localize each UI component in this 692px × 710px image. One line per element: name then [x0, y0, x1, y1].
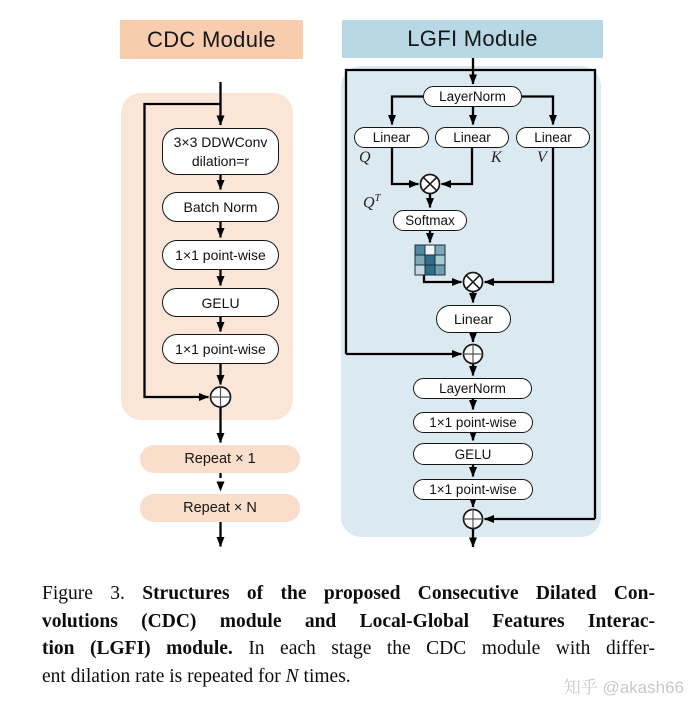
- lgfi-add1-operator: [464, 345, 483, 364]
- cdc-module-title: CDC Module: [147, 26, 276, 52]
- label-q-transpose: [363, 193, 380, 212]
- lgfi-linear-out-box: Linear: [436, 305, 511, 333]
- lgfi-arrow-ln-linearq: [392, 97, 423, 125]
- lgfi-layernorm-mid-box: LayerNorm: [413, 378, 532, 399]
- lgfi-arrow-matrix-matmul2: [424, 275, 462, 282]
- lgfi-add2-operator: [464, 510, 483, 529]
- label-q: Q: [359, 149, 371, 166]
- cdc-batchnorm-box: Batch Norm: [162, 192, 279, 222]
- lgfi-linear-k-box: Linear: [435, 127, 509, 148]
- label-qt-base: Q: [363, 194, 375, 212]
- label-v: V: [537, 149, 547, 166]
- lgfi-pointwise1-box: 1×1 point-wise: [413, 412, 533, 433]
- caption-figure-number: Figure 3.: [42, 583, 143, 604]
- caption-bold-1: Structures of the proposed Consecutive Dilated Con-: [142, 583, 655, 604]
- lgfi-module-title: LGFI Module: [407, 26, 538, 51]
- cdc-pointwise1-box: 1×1 point-wise: [162, 240, 279, 270]
- cdc-conv-line1: 3×3 DDWConv: [173, 134, 268, 151]
- cdc-add-operator: [211, 387, 231, 407]
- caption-normal-3: In each stage the CDC module with differ-: [232, 638, 655, 660]
- label-qt-sup: T: [374, 193, 381, 204]
- lgfi-matmul1-operator: [421, 175, 440, 194]
- caption-bold-2: volutions (CDC) module and Local-Global Features Interac-: [42, 610, 655, 632]
- lgfi-linear-v-box: Linear: [516, 127, 590, 148]
- lgfi-linear-q-box: Linear: [354, 127, 429, 148]
- cdc-repeat-n-pill: Repeat × N: [140, 494, 300, 522]
- caption-math-n: N: [285, 665, 299, 687]
- cdc-pointwise2-box: 1×1 point-wise: [162, 334, 279, 364]
- cdc-conv-box: [162, 128, 279, 175]
- lgfi-pointwise2-box: 1×1 point-wise: [413, 479, 533, 500]
- zhihu-watermark: 知乎 @akash66: [563, 678, 684, 697]
- cdc-gelu-box: GELU: [162, 288, 279, 317]
- label-k: K: [491, 149, 502, 166]
- cdc-conv-line2: dilation=r: [191, 152, 250, 169]
- cdc-repeat-1-pill: Repeat × 1: [140, 445, 300, 473]
- lgfi-matmul2-operator: [464, 273, 483, 292]
- lgfi-arrow-k-matmul1: [442, 148, 473, 184]
- attention-matrix: [415, 245, 445, 275]
- lgfi-layernorm-top-box: LayerNorm: [423, 86, 522, 107]
- lgfi-arrow-ln-linearv: [522, 97, 553, 125]
- lgfi-gelu-box: GELU: [413, 443, 533, 465]
- lgfi-arrow-q-matmul1: [392, 148, 419, 184]
- caption-normal-4b: times.: [298, 665, 351, 687]
- caption-bold-3: tion (LGFI) module.: [42, 638, 233, 660]
- caption-normal-4a: ent dilation rate is repeated for: [42, 665, 286, 687]
- lgfi-softmax-box: Softmax: [393, 210, 467, 231]
- lgfi-arrow-v-matmul2: [485, 148, 554, 282]
